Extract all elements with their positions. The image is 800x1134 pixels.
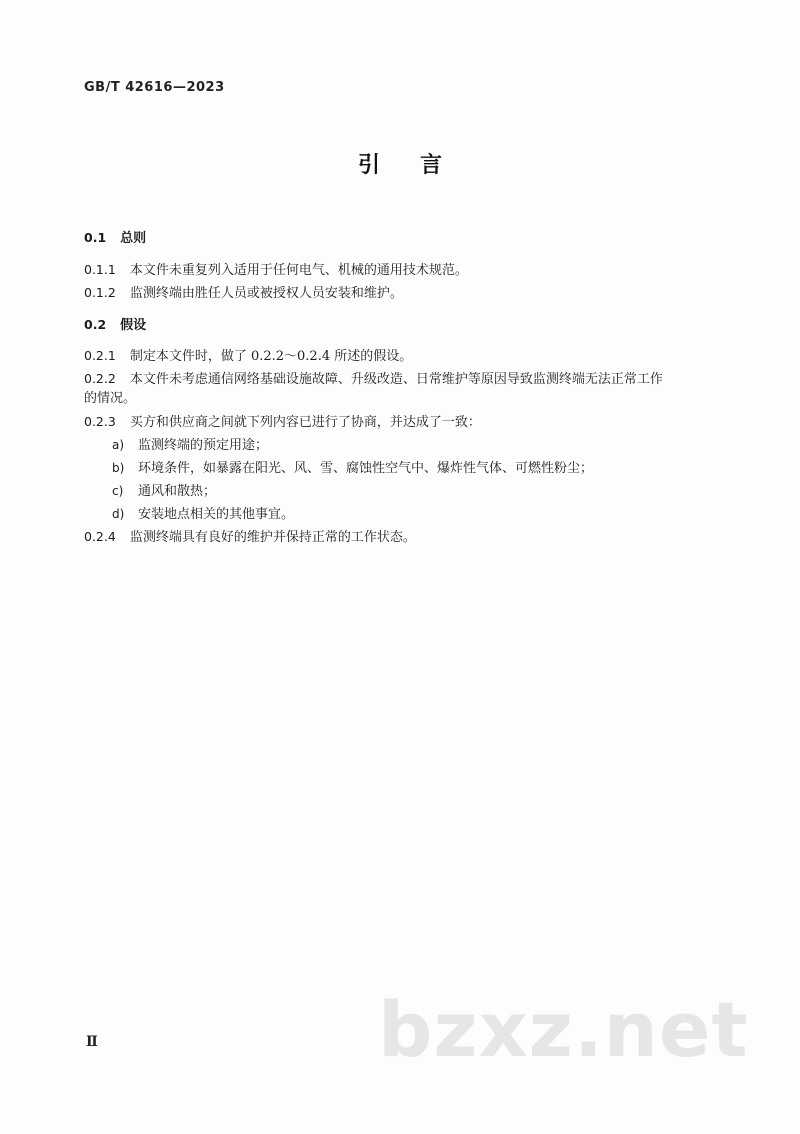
section-number: 0.2: [84, 317, 107, 332]
list-marker: d): [112, 507, 125, 521]
clause-text: 本文件未考虑通信网络基础设施故障、升级改造、日常维护等原因导致监测终端无法正常工作: [129, 372, 663, 387]
list-marker: c): [112, 484, 124, 498]
list-item-text: 通风和散热；: [138, 484, 217, 499]
clause-number: 0.2.4: [84, 529, 116, 544]
clause-number: 0.1.2: [84, 285, 116, 300]
section-heading-0-1: [84, 229, 146, 248]
clause-number: 0.2.2: [84, 371, 116, 386]
clause-number: 0.2.3: [84, 414, 116, 429]
watermark-text: bzxz.net: [378, 985, 749, 1074]
list-item-text: 安装地点相关的其他事宜。: [138, 507, 295, 522]
clause-0-1-2: [84, 284, 403, 303]
page-number: Ⅱ: [86, 1034, 98, 1050]
document-number: GB/T 42616—2023: [84, 80, 225, 95]
clause-0-2-4: [84, 528, 416, 547]
clause-0-2-1: [84, 347, 412, 366]
clause-0-2-2: [84, 370, 663, 389]
section-number: 0.1: [84, 230, 107, 245]
clause-0-1-1: [84, 261, 468, 280]
list-item-a: [112, 436, 268, 455]
page-title: 引言: [357, 153, 482, 178]
clause-number: 0.1.1: [84, 262, 116, 277]
list-marker: b): [112, 461, 125, 475]
list-item-text: 环境条件，如暴露在阳光、风、雪、腐蚀性空气中、爆炸性气体、可燃性粉尘；: [138, 461, 594, 476]
clause-text: 制定本文件时，做了 0.2.2～0.2.4 所述的假设。: [129, 349, 413, 364]
list-marker: a): [112, 438, 125, 452]
list-item-d: [112, 505, 294, 524]
section-title: 假设: [120, 318, 147, 333]
clause-text: 买方和供应商之间就下列内容已进行了协商，并达成了一致：: [129, 415, 481, 430]
clause-0-2-3: [84, 413, 481, 432]
list-item-b: [112, 459, 593, 478]
clause-0-2-2-continuation: 的情况。: [84, 391, 137, 406]
clause-text: 监测终端具有良好的维护并保持正常的工作状态。: [129, 530, 416, 545]
section-title: 总则: [120, 231, 147, 246]
section-heading-0-2: [84, 316, 146, 335]
clause-number: 0.2.1: [84, 348, 116, 363]
clause-text: 监测终端由胜任人员或被授权人员安装和维护。: [129, 286, 403, 301]
clause-text: 本文件未重复列入适用于任何电气、机械的通用技术规范。: [129, 263, 468, 278]
list-item-c: [112, 482, 216, 501]
list-item-text: 监测终端的预定用途；: [138, 438, 269, 453]
